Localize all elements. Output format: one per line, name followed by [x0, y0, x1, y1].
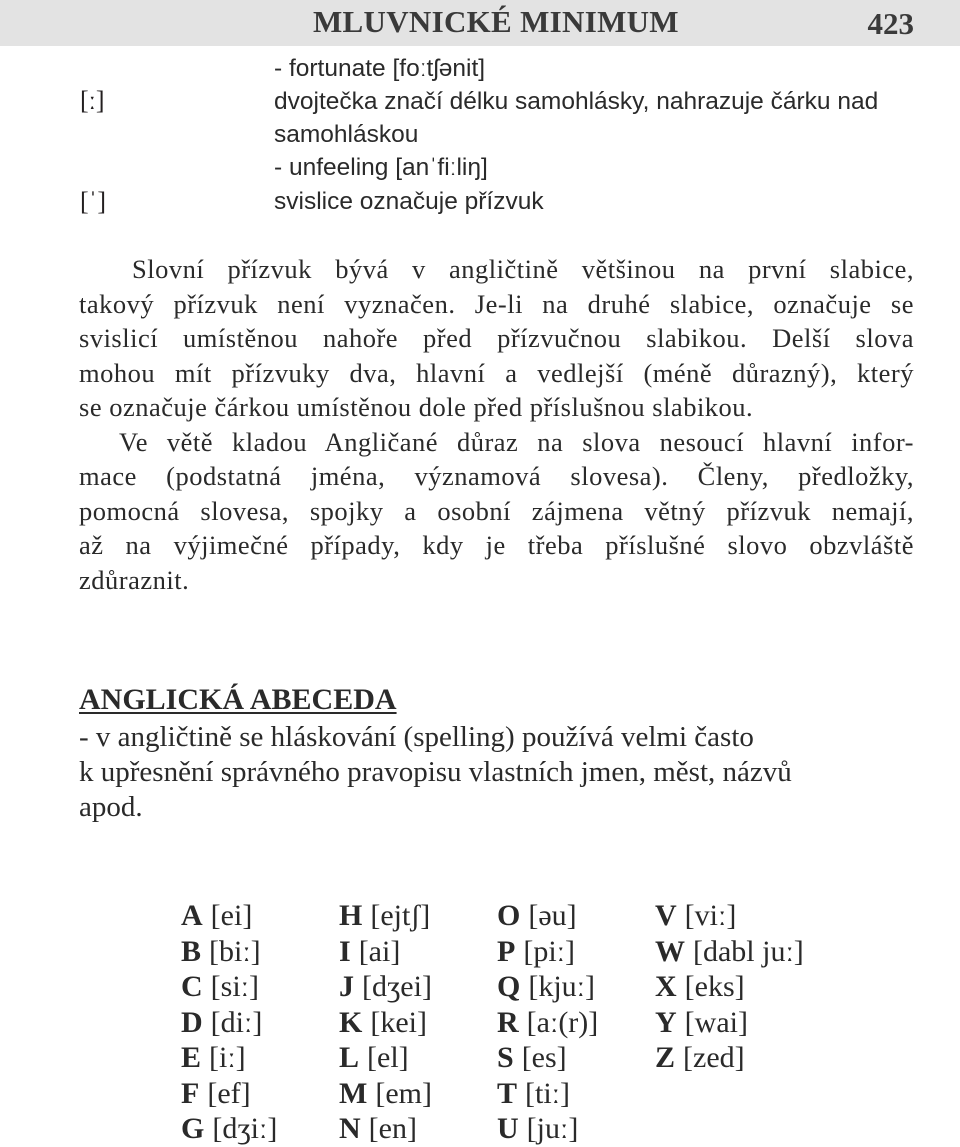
pronunciation: [siː] — [210, 970, 259, 1003]
pronunciation: [ai] — [358, 934, 401, 968]
pronunciation: [dʒiː] — [212, 1112, 278, 1145]
alphabet-entry — [655, 969, 804, 1005]
alphabet-entry — [181, 934, 277, 970]
alphabet-entry — [655, 898, 804, 934]
letter: W — [655, 934, 685, 968]
pronunciation: [kjuː] — [528, 970, 595, 1003]
letter: Z — [655, 1041, 676, 1074]
paragraph-line: Slovní přízvuk bývá v angličtině většinou na první slabice, — [132, 254, 914, 284]
letter: M — [339, 1076, 368, 1110]
intro-line: apod. — [79, 791, 143, 823]
alphabet-entry — [181, 1111, 277, 1147]
pronunciation: [əu] — [528, 899, 577, 932]
letter: J — [339, 970, 354, 1003]
stress-mark-description: svislice označuje přízvuk — [274, 188, 544, 215]
alphabet-entry — [339, 934, 432, 970]
letter: K — [339, 1005, 363, 1039]
pronunciation: [biː] — [209, 934, 261, 968]
alphabet-entry — [181, 969, 277, 1005]
pronunciation: [eks] — [684, 970, 745, 1003]
running-title: MLUVNICKÉ MINIMUM — [313, 4, 679, 39]
letter: E — [181, 1041, 202, 1074]
stress-paragraph — [79, 252, 914, 597]
letter: X — [655, 970, 677, 1003]
paragraph-line: Ve větě kladou Angličané důraz na slova nesoucí hlavní infor- — [119, 426, 914, 457]
pronunciation: [zed] — [683, 1041, 745, 1074]
letter: I — [339, 934, 351, 968]
pronunciation: [tiː] — [525, 1076, 571, 1110]
paragraph-line: se označuje čárkou umístěnou dole před příslušnou slabikou. — [79, 392, 754, 422]
letter: R — [497, 1005, 519, 1039]
letter: D — [181, 1005, 203, 1039]
stress-mark-symbol: [ˈ] — [80, 187, 106, 216]
letter: B — [181, 934, 202, 968]
alphabet-entry — [339, 969, 432, 1005]
letter: U — [497, 1112, 519, 1145]
letter: F — [181, 1076, 200, 1110]
pronunciation: [ef] — [207, 1076, 251, 1110]
length-mark-description-cont: samohláskou — [274, 121, 419, 148]
pronunciation: [piː] — [523, 934, 575, 968]
alphabet-entry — [497, 1076, 598, 1112]
letter: T — [497, 1076, 518, 1110]
pronunciation: [wai] — [684, 1005, 748, 1039]
pronunciation: [aː(r)] — [526, 1005, 599, 1039]
paragraph-line: svislicí umístěnou nahoře před přízvučnou slabikou. Delší slova — [79, 323, 914, 353]
pronunciation: [el] — [367, 1041, 409, 1074]
pronunciation: [ejtʃ] — [370, 899, 431, 932]
intro-line: k upřesnění správného pravopisu vlastních jmen, měst, názvů — [79, 756, 792, 788]
alphabet-entry — [497, 898, 598, 934]
length-mark-symbol: [ː] — [80, 86, 105, 115]
alphabet-entry — [497, 1111, 598, 1147]
pronunciation: [ei] — [210, 899, 253, 932]
letter: Y — [655, 1005, 677, 1039]
alphabet-entry — [339, 1076, 432, 1112]
example-fortunate: - fortunate [foːtʃənit] — [274, 55, 486, 82]
alphabet-column-1 — [181, 898, 277, 1147]
alphabet-entry — [339, 1040, 432, 1076]
alphabet-entry — [339, 1005, 432, 1041]
alphabet-entry — [181, 1040, 277, 1076]
alphabet-column-4 — [655, 898, 804, 1076]
alphabet-entry — [655, 934, 804, 970]
letter: G — [181, 1112, 205, 1145]
pronunciation: [es] — [521, 1041, 567, 1074]
example-unfeeling: - unfeeling [anˈfiːliŋ] — [274, 154, 488, 181]
alphabet-entry — [181, 898, 277, 934]
pronunciation: [diː] — [210, 1005, 263, 1039]
alphabet-entry — [497, 969, 598, 1005]
alphabet-entry — [181, 1076, 277, 1112]
paragraph-line: mohou mít přízvuky dva, hlavní a vedlejší (méně důrazný), který — [79, 357, 914, 388]
letter: P — [497, 934, 516, 968]
alphabet-column-2 — [339, 898, 432, 1147]
pronunciation: [juː] — [526, 1112, 579, 1145]
alphabet-entry — [497, 1040, 598, 1076]
alphabet-intro — [79, 720, 792, 825]
alphabet-column-3 — [497, 898, 598, 1147]
letter: H — [339, 899, 363, 932]
alphabet-entry — [655, 1005, 804, 1041]
pronunciation: [en] — [368, 1112, 417, 1145]
paragraph-line: mace (podstatná jména, významová slovesa). Členy, předložky, — [79, 461, 914, 491]
intro-line: - v angličtině se hláskování (spelling) používá velmi často — [79, 721, 754, 753]
page-header — [0, 0, 960, 46]
alphabet-entry — [497, 934, 598, 970]
pronunciation: [dʒei] — [362, 970, 432, 1003]
section-title: ANGLICKÁ ABECEDA — [79, 683, 397, 716]
alphabet-entry — [339, 1111, 432, 1147]
paragraph-line: až na výjimečné případy, kdy je třeba příslušné slovo obzvláště — [79, 530, 914, 560]
alphabet-entry — [339, 898, 432, 934]
alphabet-entry — [181, 1005, 277, 1041]
letter: C — [181, 970, 203, 1003]
paragraph-line: takový přízvuk není vyznačen. Je-li na druhé slabice, označuje se — [79, 288, 914, 319]
pronunciation: [kei] — [370, 1005, 427, 1039]
alphabet-entry — [655, 1040, 804, 1076]
alphabet-entry — [497, 1005, 598, 1041]
pronunciation: [em] — [375, 1076, 432, 1110]
letter: S — [497, 1041, 514, 1074]
paragraph-line: pomocná slovesa, spojky a osobní zájmena větný přízvuk nemají, — [79, 495, 914, 526]
letter: O — [497, 899, 521, 932]
letter: N — [339, 1112, 361, 1145]
letter: V — [655, 899, 677, 932]
length-mark-description: dvojtečka značí délku samohlásky, nahrazuje čárku nad — [274, 88, 879, 115]
pronunciation: [iː] — [209, 1041, 246, 1074]
pronunciation: [viː] — [684, 899, 737, 932]
letter: Q — [497, 970, 521, 1003]
letter: A — [181, 899, 203, 932]
page-number: 423 — [867, 6, 914, 41]
pronunciation: [dabl juː] — [693, 934, 804, 968]
paragraph-line: zdůraznit. — [79, 564, 190, 595]
letter: L — [339, 1041, 360, 1074]
